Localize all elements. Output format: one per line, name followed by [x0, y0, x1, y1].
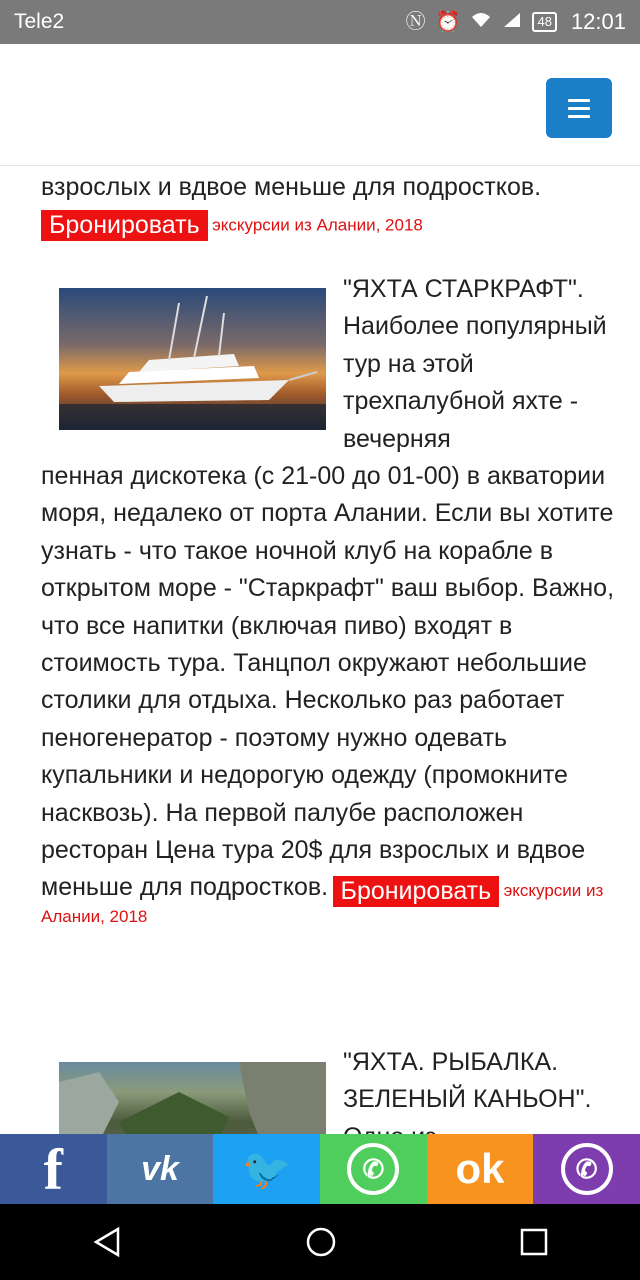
odnoklassniki-icon: ok: [455, 1145, 505, 1192]
vk-icon: vk: [141, 1149, 179, 1188]
home-icon[interactable]: [305, 1226, 337, 1258]
android-nav-bar: [0, 1204, 640, 1280]
twitter-icon: 🐦: [241, 1147, 292, 1192]
site-header: [0, 44, 640, 166]
alarm-icon: ⏰: [435, 11, 461, 33]
tours-link[interactable]: экскурсии из Алании, 2018: [41, 881, 604, 926]
paragraph-1: [41, 169, 616, 241]
nfc-icon: Ⓝ: [405, 11, 426, 33]
whatsapp-share-button[interactable]: [320, 1134, 427, 1204]
hamburger-icon: [568, 99, 590, 102]
status-icons: [406, 9, 626, 35]
status-bar: [0, 0, 640, 44]
paragraph-2: [41, 458, 619, 927]
tours-link[interactable]: экскурсии из Алании, 2018: [212, 215, 423, 235]
yacht-starcraft-image: [59, 288, 326, 430]
wifi-icon: [470, 11, 492, 33]
back-icon[interactable]: [92, 1226, 122, 1258]
share-bar: [0, 1134, 640, 1204]
viber-icon: ✆: [561, 1143, 613, 1195]
book-button[interactable]: Бронировать: [333, 876, 500, 907]
signal-icon: [502, 11, 522, 33]
facebook-share-button[interactable]: [0, 1134, 107, 1204]
paragraph-2-text: пенная дискотека (с 21-00 до 01-00) в акватории моря, недалеко от порта Алании. Если вы хотите узнать - что такое ночной клуб на корабле в открытом море - "Старкрафт" ваш выбор. Важно, что все напитки (включая пиво) входят в стоимость тура. Танцпол окружают небольшие столики для отдыха. Несколько раз работает пеногенератор - поэтому нужно одевать купальники и недорогую одежду (промокните насквозь). На первой палубе расположен ресторан Цена тура 20$ для взрослых и вдвое меньше для подростков.: [41, 462, 615, 902]
vk-share-button[interactable]: [107, 1134, 214, 1204]
odnoklassniki-share-button[interactable]: [427, 1134, 534, 1204]
clock: 12:01: [570, 9, 626, 34]
paragraph-1-text: взрослых и вдвое меньше для подростков.: [41, 173, 542, 201]
menu-button[interactable]: [546, 78, 612, 138]
paragraph-3-intro: "ЯХТА. РЫБАЛКА. ЗЕЛЕНЫЙ КАНЬОН".: [343, 1048, 592, 1114]
article-content: [0, 166, 640, 1134]
twitter-share-button[interactable]: [213, 1134, 320, 1204]
battery-icon: 48: [532, 12, 556, 32]
book-button[interactable]: Бронировать: [41, 210, 208, 241]
carrier-name: Tele2: [14, 10, 65, 33]
paragraph-2-intro: "ЯХТА СТАРКРАФТ". Наиболее популярный тур на этой трехпалубной яхте - вечерняя: [343, 275, 607, 453]
facebook-icon: f: [43, 1136, 63, 1202]
recents-icon[interactable]: [520, 1228, 548, 1256]
whatsapp-icon: ✆: [347, 1143, 399, 1195]
viber-share-button[interactable]: [533, 1134, 640, 1204]
